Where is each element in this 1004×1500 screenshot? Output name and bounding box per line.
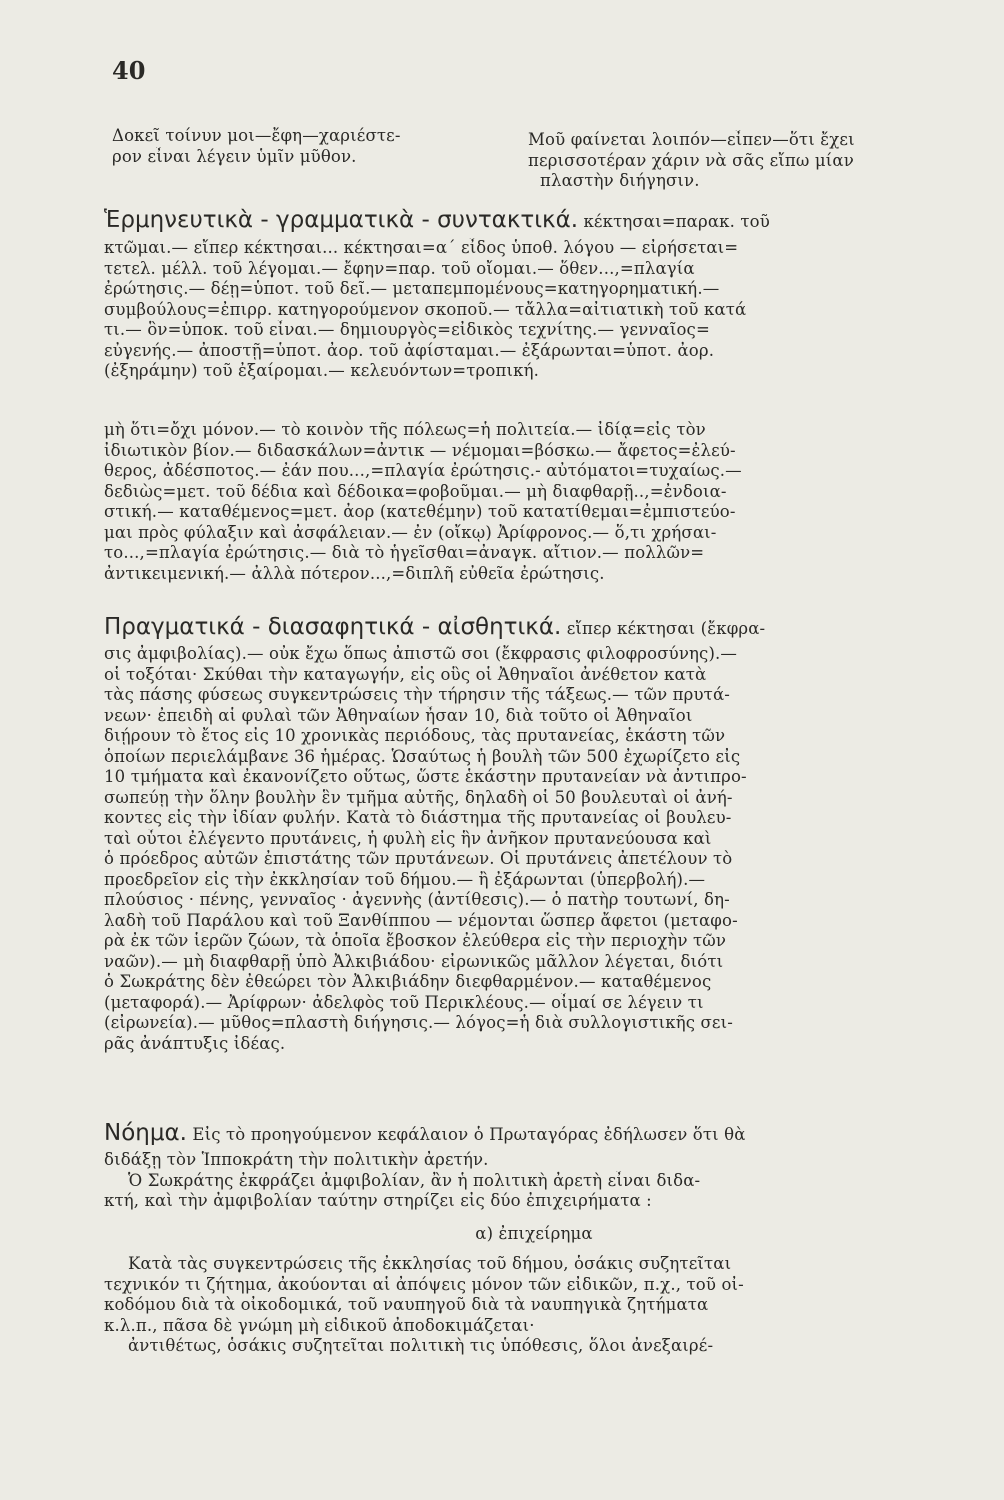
original-line: Δοκεῖ τοίνυν μοι—ἔφη—χαριέστε- — [112, 126, 401, 145]
section-hermeneutika — [104, 204, 964, 382]
section-line: δεδιὼς=μετ. τοῦ δέδια καὶ δέδοικα=φοβοῦμαι.— μὴ διαφθαρῇ..,=ἐνδοια- — [104, 481, 727, 501]
original-line: ρον εἶναι λέγειν ὑμῖν μῦθον. — [112, 146, 357, 166]
section-line: ὁ πρόεδρος αὐτῶν ἐπιστάτης τῶν πρυτάνεων. Οἱ πρυτάνεις ἀπετέλουν τὸ — [104, 849, 733, 868]
section-line: εὐγενής.— ἀποστῇ=ὑποτ. ἀορ. τοῦ ἀφίσταμαι.— ἐξάρωνται=ὑποτ. ἀορ. — [104, 340, 715, 360]
section-line: ὁ Σωκράτης δὲν ἐθεώρει τὸν Ἀλκιβιάδην διεφθαρμένον.— καταθέμενος — [104, 972, 712, 991]
section-line: διῄρουν τὸ ἔτος εἰς 10 χρονικὰς περιόδους, τὰς πρυτανείας, ἑκάστη τῶν — [104, 726, 726, 745]
section-line: κ.λ.π., πᾶσα δὲ γνώμη μὴ εἰδικοῦ ἀποδοκιμάζεται· — [104, 1315, 535, 1335]
section-line: οἱ τοξόται· Σκύθαι τὴν καταγωγήν, εἰς οὓς οἱ Ἀθηναῖοι ἀνέθετον κατὰ — [104, 664, 707, 684]
section-line: στική.— καταθέμενος=μετ. ἀορ (κατεθέμην) τοῦ κατατίθεμαι=ἐμπιστεύο- — [104, 502, 736, 521]
section-line: μαι πρὸς φύλαξιν καὶ ἀσφάλειαν.— ἐν (οἴκῳ) Ἀρίφρονος.— ὅ,τι χρήσαι- — [104, 522, 717, 542]
section-heading: Νόημα. — [104, 1120, 187, 1146]
section-line: κτῶμαι.— εἴπερ κέκτησαι... κέκτησαι=α´ εἶδος ὑποθ. λόγου — εἰρήσεται= — [104, 238, 739, 257]
section-line: Κατὰ τὰς συγκεντρώσεις τῆς ἐκκλησίας τοῦ δήμου, ὁσάκις συζητεῖται — [128, 1254, 732, 1273]
section-pragmatika — [104, 612, 964, 1054]
section-line: ὁποίων περιελάμβανε 36 ἡμέρας. Ὡσαύτως ἡ βουλὴ τῶν 500 ἐχωρίζετο εἰς — [104, 746, 741, 766]
section-line: διδάξῃ τὸν Ἱπποκράτη τὴν πολιτικὴν ἀρετήν. — [104, 1150, 489, 1169]
translation-line: Μοῦ φαίνεται λοιπόν—εἶπεν—ὅτι ἔχει — [528, 130, 855, 149]
section-line: Ὁ Σωκράτης ἐκφράζει ἀμφιβολίαν, ἂν ἡ πολιτικὴ ἀρετὴ εἶναι διδα- — [128, 1170, 701, 1190]
section-line: (εἰρωνεία).— μῦθος=πλαστὴ διήγησις.— λόγος=ἡ διὰ συλλογιστικῆς σει- — [104, 1013, 733, 1032]
section-text: εἴπερ κέκτησαι (ἔκφρα- — [566, 619, 766, 638]
section-line: ρὰ ἐκ τῶν ἱερῶν ζώων, τὰ ὁποῖα ἔβοσκον ἐλεύθερα εἰς τὴν περιοχὴν τῶν — [104, 931, 727, 950]
section-line: νεων· ἐπειδὴ αἱ φυλαὶ τῶν Ἀθηναίων ἦσαν 10, διὰ τοῦτο οἱ Ἀθηναῖοι — [104, 705, 693, 725]
section-line: θερος, ἀδέσποτος.— ἐάν που...,=πλαγία ἐρώτησις.- αὐτόματοι=τυχαίως.— — [104, 461, 742, 480]
section-line: ἐρώτησις.— δέῃ=ὑποτ. τοῦ δεῖ.— μεταπεμπομένους=κατηγορηματική.— — [104, 279, 720, 298]
translation-line: πλαστὴν διήγησιν. — [540, 171, 700, 190]
section-line: κοδόμου διὰ τὰ οἰκοδομικά, τοῦ ναυπηγοῦ διὰ τὰ ναυπηγικὰ ζητήματα — [104, 1295, 709, 1314]
section-meh-oti — [104, 420, 964, 584]
section-line: λαδὴ τοῦ Παράλου καὶ τοῦ Ξανθίππου — νέμονται ὥσπερ ἄφετοι (μεταφο- — [104, 910, 738, 930]
translation-line: περισσοτέραν χάριν νὰ σᾶς εἴπω μίαν — [528, 150, 854, 170]
section-heading: Ἑρμηνευτικὰ - γραμματικὰ - συντακτικά. — [104, 207, 579, 233]
section-line: σις ἀμφιβολίας).— οὐκ ἔχω ὅπως ἀπιστῶ σοι (ἔκφρασις φιλοφροσύνης).— — [104, 644, 738, 663]
section-line: ρᾶς ἀνάπτυξις ἰδέας. — [104, 1033, 286, 1053]
section-line: (ἐξηράμην) τοῦ ἐξαίρομαι.— κελευόντων=τροπική. — [104, 361, 539, 380]
translation-column — [528, 130, 958, 192]
section-line: τὰς πάσης φύσεως συγκεντρώσεις τὴν τήρησιν τῆς τάξεως.— τῶν πρυτά- — [104, 685, 730, 704]
section-line: προεδρεῖον εἰς τὴν ἐκκλησίαν τοῦ δήμου.— ἢ ἐξάρωνται (ὑπερβολή).— — [104, 869, 706, 889]
section-line: μὴ ὅτι=ὄχι μόνον.— τὸ κοινὸν τῆς πόλεως=ἡ πολιτεία.— ἰδίᾳ=εἰς τὸν — [104, 420, 706, 439]
original-text-column — [112, 126, 492, 167]
section-line: (μεταφορά).— Ἀρίφρων· ἀδελφὸς τοῦ Περικλέους.— οἶμαί σε λέγειν τι — [104, 992, 704, 1012]
section-noima — [104, 1118, 964, 1357]
section-heading: Πραγματικά - διασαφητικά - αἰσθητικά. — [104, 614, 562, 640]
section-line: τετελ. μέλλ. τοῦ λέγομαι.— ἔφην=παρ. τοῦ οἴομαι.— ὅθεν...,=πλαγία — [104, 258, 695, 278]
section-line: κοντες εἰς τὴν ἰδίαν φυλήν. Κατὰ τὸ διάστημα τῆς πρυτανείας οἱ βουλευ- — [104, 808, 732, 827]
section-line: τι.— ὃν=ὑποκ. τοῦ εἶναι.— δημιουργὸς=εἰδικὸς τεχνίτης.— γενναῖος= — [104, 320, 710, 339]
section-line: σωπεύῃ τὴν ὅλην βουλὴν ἓν τμῆμα αὐτῆς, δηλαδὴ οἱ 50 βουλευταὶ οἱ ἀνή- — [104, 787, 733, 807]
section-line: τεχνικόν τι ζήτημα, ἀκούονται αἱ ἀπόψεις μόνον τῶν εἰδικῶν, π.χ., τοῦ οἰ- — [104, 1274, 744, 1294]
section-line: ναῶν).— μὴ διαφθαρῇ ὑπὸ Ἀλκιβιάδου· εἰρωνικῶς μᾶλλον λέγεται, διότι — [104, 951, 724, 971]
section-line: το...,=πλαγία ἐρώτησις.— διὰ τὸ ἡγεῖσθαι=ἀναγκ. αἴτιον.— πολλῶν= — [104, 543, 705, 562]
section-line: ἀντιθέτως, ὁσάκις συζητεῖται πολιτικὴ τις ὑπόθεσις, ὅλοι ἀνεξαιρέ- — [128, 1336, 714, 1355]
argument-subheading: α) ἐπιχείρημα — [475, 1223, 593, 1243]
section-line: κτή, καὶ τὴν ἀμφιβολίαν ταύτην στηρίζει εἰς δύο ἐπιχειρήματα : — [104, 1191, 652, 1210]
section-line: ἀντικειμενική.— ἀλλὰ πότερον...,=διπλῆ εὐθεῖα ἐρώτησις. — [104, 563, 605, 583]
section-line: ἰδιωτικὸν βίον.— διδασκάλων=ἀντικ — νέμομαι=βόσκω.— ἄφετος=ἐλεύ- — [104, 440, 736, 460]
section-line: συμβούλους=ἐπιρρ. κατηγορούμενον σκοποῦ.— τἄλλα=αἰτιατικὴ τοῦ κατά — [104, 299, 747, 319]
section-text: κέκτησαι=παρακ. τοῦ — [583, 212, 770, 231]
section-text: Εἰς τὸ προηγούμενον κεφάλαιον ὁ Πρωταγόρας ἐδήλωσεν ὅτι θὰ — [192, 1125, 746, 1144]
section-line: 10 τμήματα καὶ ἐκανονίζετο οὕτως, ὥστε ἑκάστην πρυτανείαν νὰ ἀντιπρο- — [104, 767, 747, 786]
page-number: 40 — [112, 56, 146, 85]
section-line: ταὶ οὗτοι ἐλέγεντο πρυτάνεις, ἡ φυλὴ εἰς ἣν ἀνῆκον πρυτανεύουσα καὶ — [104, 828, 712, 848]
section-line: πλούσιος · πένης, γενναῖος · ἀγεννὴς (ἀντίθεσις).— ὁ πατὴρ τουτωνί, δη- — [104, 890, 730, 909]
